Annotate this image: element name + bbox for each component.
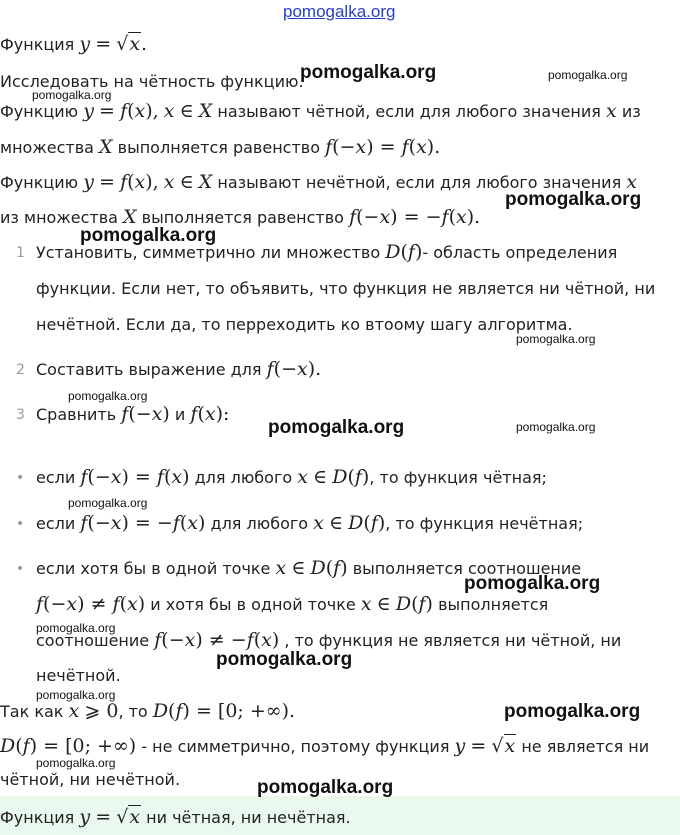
watermark: pomogalka.org <box>257 777 394 798</box>
watermark: pomogalka.org <box>36 621 116 635</box>
watermark: pomogalka.org <box>32 88 112 102</box>
watermark: pomogalka.org <box>36 756 116 770</box>
bullet-neither-line2: f(−x) ≠ f(x) и хотя бы в одной точке x ∈ D(f) выполняется <box>36 593 549 615</box>
watermark: pomogalka.org <box>300 62 437 83</box>
answer-line: Функция y = √x ни чётная, ни нечётная. <box>0 806 351 828</box>
watermark: pomogalka.org <box>68 389 148 403</box>
step-1-line3: нечётной. Если да, то перреходить ко втоому шагу алгоритма. <box>36 315 573 334</box>
step-3-line: Сравнить f(−x) и f(x): <box>36 403 230 425</box>
watermark: pomogalka.org <box>516 332 596 346</box>
bullet-neither-line3: соотношение f(−x) ≠ −f(x) , то функция не является ни чётной, ни <box>36 629 622 651</box>
sqrt-x: √x <box>116 33 141 55</box>
odd-definition-line1: Функцию y = f(x), x ∈ X называют нечётной, если для любого значения x <box>0 171 638 193</box>
step-number: 1 <box>16 245 25 261</box>
step-1-line2: функции. Если нет, то объявить, что функция не является ни чётной, ни <box>36 279 656 298</box>
step-1-line1: Установить, симметрично ли множество D(f)- область определения <box>36 241 618 263</box>
step-number: 2 <box>16 362 25 378</box>
bullet-neither-line4: нечётной. <box>36 666 121 685</box>
watermark: pomogalka.org <box>548 68 628 82</box>
solution-not-symmetric: D(f) = [0; +∞) - не симметрично, поэтому функция y = √x не является ни <box>0 735 650 757</box>
watermark: pomogalka.org <box>505 189 642 210</box>
watermark-top-link[interactable]: pomogalka.org <box>283 2 396 21</box>
step-number: 3 <box>16 407 25 423</box>
task-text: Исследовать на чётность функцию. <box>0 72 304 91</box>
bullet-dot: • <box>16 516 25 532</box>
even-definition-line1: Функцию y = f(x), x ∈ X называют чётной, если для любого значения x из <box>0 100 641 122</box>
bullet-dot: • <box>16 561 25 577</box>
bullet-odd: если f(−x) = −f(x) для любого x ∈ D(f), то функция нечётная; <box>36 512 584 534</box>
function-statement: Функция y = √x. <box>0 33 148 55</box>
watermark: pomogalka.org <box>268 417 405 438</box>
watermark: pomogalka.org <box>464 573 601 594</box>
odd-definition-line2: из множества X выполняется равенство f(−x) = −f(x). <box>0 206 481 228</box>
watermark: pomogalka.org <box>68 496 148 510</box>
watermark: pomogalka.org <box>80 225 217 246</box>
step-2-line: Составить выражение для f(−x). <box>36 358 322 380</box>
watermark: pomogalka.org <box>504 701 641 722</box>
bullet-dot: • <box>16 470 25 486</box>
function-label: Функция <box>0 35 75 54</box>
watermark: pomogalka.org <box>36 688 116 702</box>
bullet-even: если f(−x) = f(x) для любого x ∈ D(f), то функция чётная; <box>36 466 547 488</box>
watermark: pomogalka.org <box>516 420 596 434</box>
solution-domain: Так как x ⩾ 0, то D(f) = [0; +∞). <box>0 700 296 722</box>
bullet-neither-line1: если хотя бы в одной точке x ∈ D(f) выполняется соотношение <box>36 557 582 579</box>
even-definition-line2: множества X выполняется равенство f(−x) = f(x). <box>0 136 441 158</box>
solution-conclusion: чётной, ни нечётной. <box>0 770 181 789</box>
watermark: pomogalka.org <box>216 649 353 670</box>
